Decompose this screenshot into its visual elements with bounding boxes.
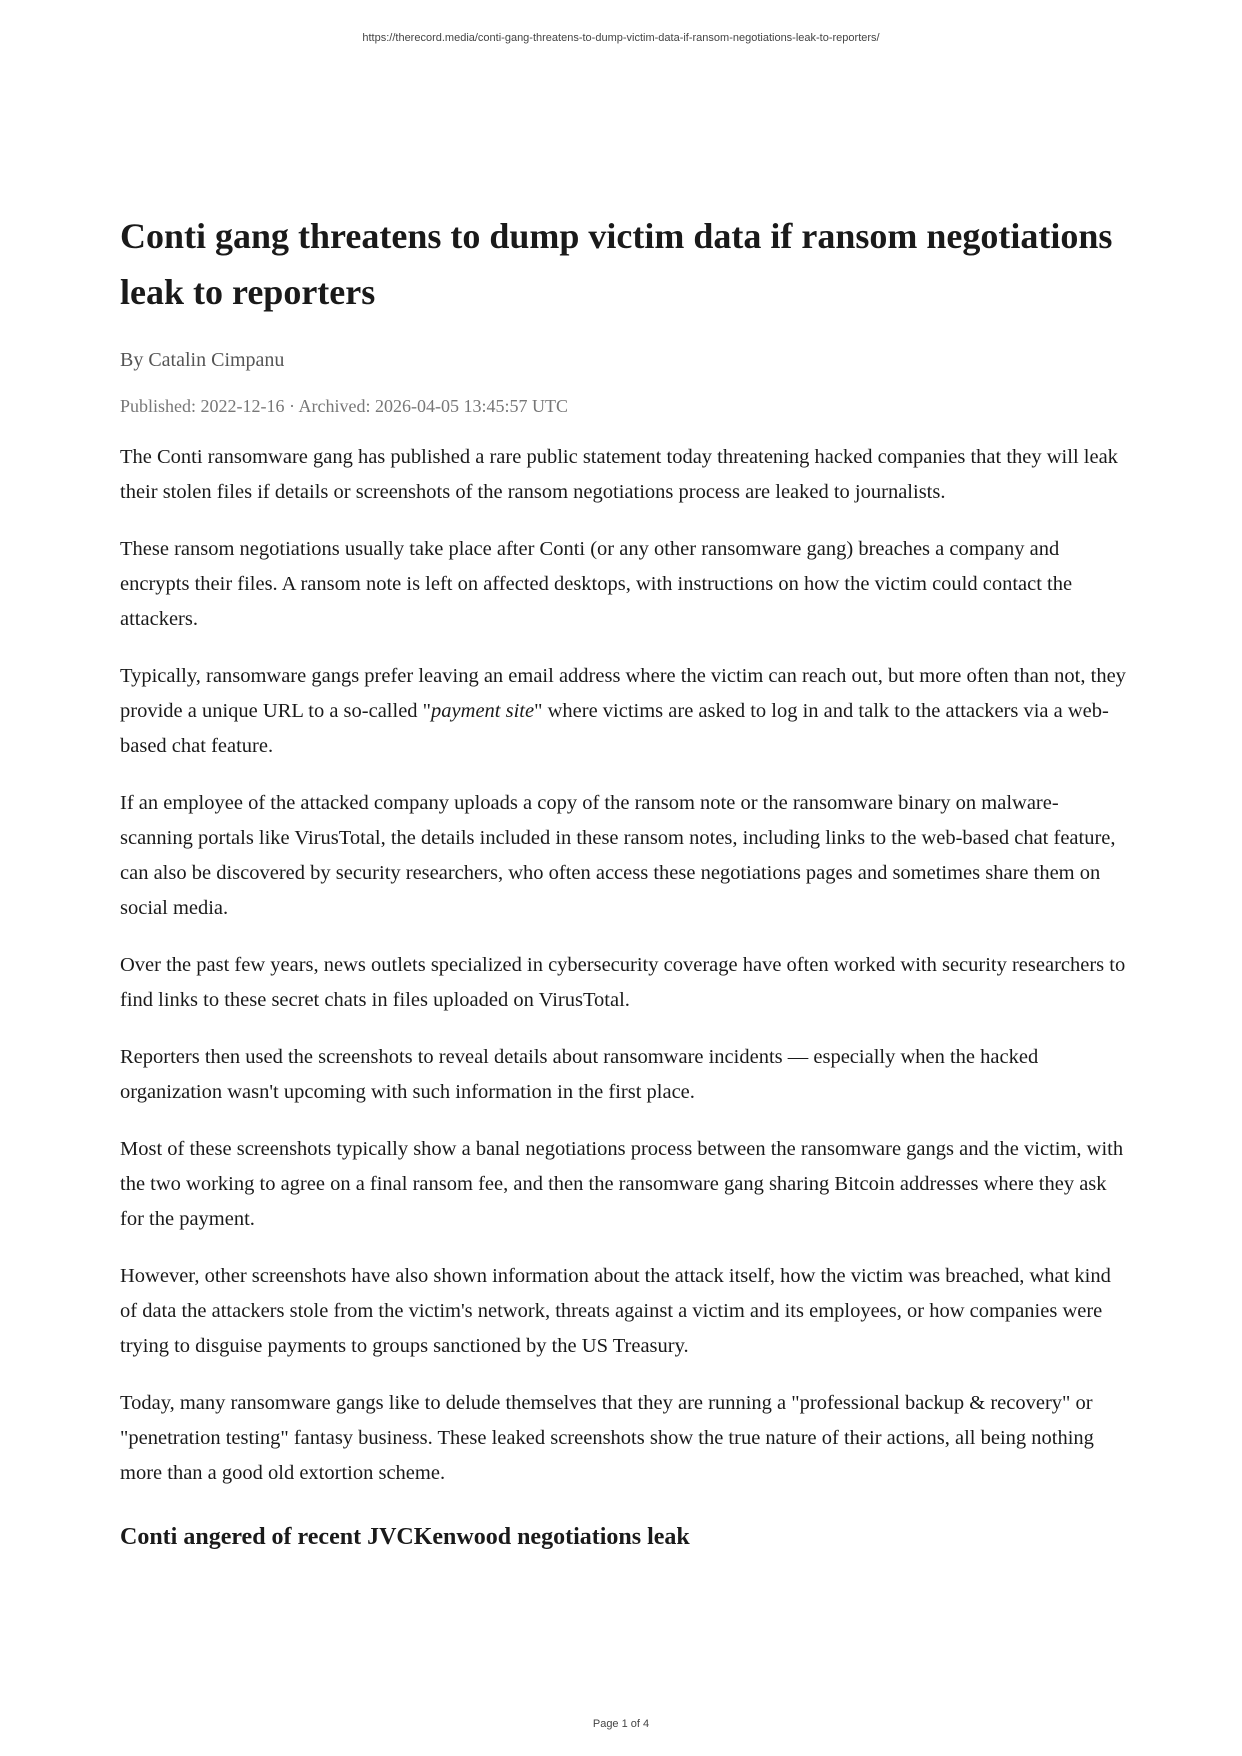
article: [120, 208, 1130, 1553]
paragraph: These ransom negotiations usually take place after Conti (or any other ransomware gang) breaches a company and encrypts their files. A ransom note is left on affected desktops, with instructions on how the victim could contact the attackers.: [120, 538, 1073, 630]
section-heading: Conti angered of recent JVCKenwood negotiations leak: [120, 1524, 690, 1550]
paragraph: [120, 659, 1130, 764]
article-body: [120, 440, 1130, 1491]
page-number: Page 1 of 4: [592, 1718, 650, 1730]
paragraph: The Conti ransomware gang has published a rare public statement today threatening hacked companies that they will leak their stolen files if details or screenshots of the ransom negotiations process are leaked to journalists.: [120, 446, 1118, 503]
paragraph: Over the past few years, news outlets specialized in cybersecurity coverage have often worked with security researchers to find links to these secret chats in files uploaded on VirusTotal.: [120, 954, 1126, 1011]
paragraph: Reporters then used the screenshots to reveal details about ransomware incidents — especially when the hacked organization wasn't upcoming with such information in the first place.: [120, 1046, 1039, 1103]
paragraph-text: Typically, ransomware gangs prefer leaving an email address where the victim can reach out, but more often than not, they provide a unique URL to a so-called ": [120, 665, 1126, 722]
paragraph: Most of these screenshots typically show a banal negotiations process between the ransomware gangs and the victim, with the two working to agree on a final ransom fee, and then the ransomware gang sharing Bitcoin addresses where they ask for the payment.: [120, 1138, 1124, 1230]
article-meta: Published: 2022-12-16 · Archived: 2026-04-05 13:45:57 UTC: [120, 396, 568, 416]
paragraph: However, other screenshots have also shown information about the attack itself, how the victim was breached, what kind of data the attackers stole from the victim's network, threats against a victim and its employees, or how companies were trying to disguise payments to groups sanctioned by the US Treasury.: [120, 1265, 1111, 1357]
paragraph: Today, many ransomware gangs like to delude themselves that they are running a "professional backup & recovery" or "penetration testing" fantasy business. These leaked screenshots show the true nature of their actions, all being nothing more than a good old extortion scheme.: [120, 1392, 1094, 1484]
article-byline: By Catalin Cimpanu: [120, 349, 285, 371]
article-title: Conti gang threatens to dump victim data if ransom negotiations leak to reporters: [120, 216, 1113, 312]
paragraph-text: " where victims are asked to log in and talk to the attackers via a web-based chat feature.: [120, 700, 1109, 757]
paragraph: If an employee of the attacked company uploads a copy of the ransom note or the ransomware binary on malware-scanning portals like VirusTotal, the details included in these ransom notes, including links to the web-based chat feature, can also be discovered by security researchers, who often access these negotiations pages and sometimes share them on social media.: [120, 792, 1116, 919]
paragraph-emphasis: payment site: [431, 700, 535, 722]
page-url: https://therecord.media/conti-gang-threatens-to-dump-victim-data-if-ransom-negotiations-leak-to-reporters/: [362, 32, 880, 44]
